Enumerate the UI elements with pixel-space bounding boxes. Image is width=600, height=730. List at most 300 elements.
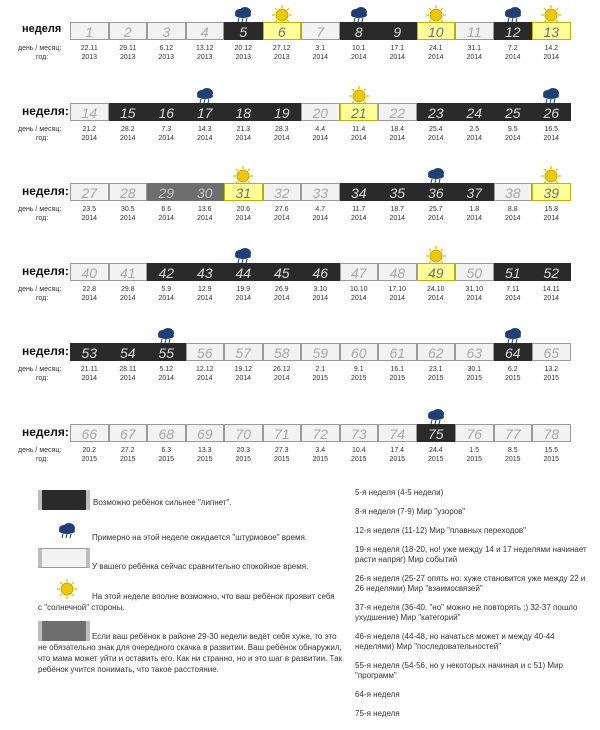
week-cell: 55: [147, 343, 186, 361]
week-date: [340, 205, 379, 223]
week-cell: 75: [417, 424, 456, 442]
week-dates: [70, 44, 571, 62]
week-cell: 38: [494, 183, 533, 201]
week-year: 2014: [543, 54, 560, 61]
note-item: 5-я неделя (4-5 недели): [355, 488, 444, 497]
week-cell: 12: [494, 22, 533, 40]
week-day: 28.11: [119, 366, 137, 373]
week-row: [0, 343, 600, 403]
week-year: 2014: [389, 135, 406, 142]
week-day: 12.9: [197, 286, 212, 293]
week-year: 2015: [389, 456, 406, 463]
week-year: 2014: [466, 135, 483, 142]
week-date: [340, 365, 379, 383]
week-day: 4.4: [315, 126, 326, 133]
week-date: [301, 285, 340, 303]
week-cell: 31: [224, 183, 263, 201]
week-date: [224, 365, 263, 383]
week-year: 2014: [504, 215, 521, 222]
week-cell: 39: [532, 183, 571, 201]
week-year: 2015: [504, 375, 521, 382]
week-cell: 71: [263, 424, 302, 442]
week-year: 2014: [312, 54, 329, 61]
note-item: 26-я неделя (25-27 опять но: хуже становится уже между 22 и 26 неделями) Мир "взаимосвязей": [355, 574, 586, 593]
week-day: 14.3: [197, 126, 212, 133]
week-date: [455, 446, 494, 464]
note-item: 37-я неделя (36-40. "но" можно не повторять :) 32-37 пошло ухудшение) Мир "категорий": [355, 603, 578, 622]
week-day: 11.4: [352, 126, 366, 133]
week-date: [378, 285, 417, 303]
week-cell: 40: [70, 263, 109, 281]
week-year: 2014: [350, 54, 367, 61]
note-item: 19-я неделя (18-20, но! уже между 14 и 17 неделями начинает расти напряг) Мир событий: [355, 545, 587, 564]
week-cell: 22: [378, 103, 417, 121]
week-date: [263, 285, 302, 303]
year-label: год:: [36, 215, 49, 222]
week-day: 6.6: [161, 206, 172, 213]
week-date: [263, 205, 302, 223]
week-day: 19.12: [234, 366, 253, 373]
week-cell: 26: [532, 103, 571, 121]
week-cell: 35: [378, 183, 417, 201]
week-cell: 13: [532, 22, 571, 40]
week-year: 2014: [350, 295, 367, 302]
week-day: 25.7: [428, 206, 443, 213]
week-day: 24.1: [428, 45, 443, 52]
week-day: 21.11: [80, 366, 98, 373]
week-date: [301, 446, 340, 464]
week-year: 2014: [466, 295, 483, 302]
week-day: 26.9: [274, 286, 289, 293]
week-cell: 45: [263, 263, 302, 281]
week-cell: 57: [224, 343, 263, 361]
note-item: 12-я неделя (11-12) Мир "плавных переходов": [355, 526, 526, 535]
week-date: [186, 285, 225, 303]
week-day: 10.4: [351, 447, 366, 454]
week-day: 18.4: [390, 126, 405, 133]
week-day: 2.1: [315, 366, 326, 373]
week-year: 2014: [81, 295, 98, 302]
week-date: [263, 446, 302, 464]
week-year: 2014: [235, 375, 252, 382]
week-date: [532, 446, 571, 464]
week-day: 9.5: [507, 126, 518, 133]
week-date: [417, 44, 456, 62]
week-year: 2013: [196, 54, 213, 61]
week-cell: 6: [263, 22, 302, 40]
week-day: 25.4: [428, 126, 443, 133]
week-date: [109, 44, 148, 62]
week-date: [378, 125, 417, 143]
week-day: 3.1: [315, 45, 326, 52]
week-cell: 9: [378, 22, 417, 40]
week-row-label: неделя:: [22, 425, 69, 439]
week-year: 2014: [389, 215, 406, 222]
week-cells: [70, 22, 571, 40]
week-day: 3.4: [315, 447, 326, 454]
week-date: [378, 446, 417, 464]
week-cell: 74: [378, 424, 417, 442]
week-year: 2014: [235, 295, 252, 302]
week-cell: 46: [301, 263, 340, 281]
week-date: [378, 205, 417, 223]
week-dates: [70, 365, 571, 383]
week-day: 1.5: [469, 447, 480, 454]
week-date: [532, 365, 571, 383]
week-day: 6.12: [159, 45, 174, 52]
week-cell: 24: [455, 103, 494, 121]
week-date: [455, 44, 494, 62]
week-day: 13.12: [195, 45, 214, 52]
week-date: [340, 125, 379, 143]
week-cell: 11: [455, 22, 494, 40]
week-day: 20.12: [234, 45, 253, 52]
week-day: 9.1: [353, 366, 364, 373]
week-cell: 7: [301, 22, 340, 40]
week-row-label: неделя: [22, 23, 62, 35]
week-day: 7.3: [161, 126, 172, 133]
week-day: 27.12: [272, 45, 291, 52]
week-date: [109, 285, 148, 303]
week-cell: 20: [301, 103, 340, 121]
week-row: [0, 103, 600, 163]
week-date: [186, 446, 225, 464]
week-day: 15.5: [544, 447, 559, 454]
week-dates: [70, 446, 571, 464]
week-cell: 19: [263, 103, 302, 121]
week-cell: 42: [147, 263, 186, 281]
week-date: [109, 205, 148, 223]
week-date: [417, 205, 456, 223]
week-year: 2014: [504, 135, 521, 142]
week-cell: 50: [455, 263, 494, 281]
week-year: 2015: [466, 456, 483, 463]
week-row: [0, 183, 600, 243]
week-row-label: неделя:: [22, 184, 69, 198]
week-day: 22.11: [80, 45, 98, 52]
week-date: [494, 44, 533, 62]
week-day: 6.2: [507, 366, 518, 373]
week-date: [147, 446, 186, 464]
week-date: [70, 44, 109, 62]
week-cells: [70, 183, 571, 201]
week-cell: 54: [109, 343, 148, 361]
week-cell: 69: [186, 424, 225, 442]
week-cell: 14: [70, 103, 109, 121]
week-year: 2014: [466, 215, 483, 222]
week-date: [455, 285, 494, 303]
week-date: [70, 365, 109, 383]
week-day: 12.12: [195, 366, 214, 373]
week-date: [263, 125, 302, 143]
week-day: 20.3: [236, 447, 251, 454]
week-day: 23.5: [82, 206, 97, 213]
note-item: 64-я неделя: [355, 690, 400, 699]
week-cell: 21: [340, 103, 379, 121]
week-year: 2014: [119, 375, 136, 382]
week-row: [0, 263, 600, 323]
week-year: 2013: [119, 54, 136, 61]
week-day: 23.1: [428, 366, 443, 373]
week-year: 2014: [273, 375, 290, 382]
week-year: 2015: [427, 456, 444, 463]
week-year: 2015: [543, 375, 560, 382]
week-day: 31.1: [467, 45, 482, 52]
week-date: [340, 44, 379, 62]
week-day: 27.3: [274, 447, 289, 454]
legend-text-gray: Если ваш ребёнок в районе 29-30 недели ведёт себя хуже, то это не обязательно знак для очередного скачка в развитии. Ваш ребёнок обнаружил, что мама может уйти и оставить его. Как ни странно, но и это шаг в развитии. Так ребёнок учится понимать, что такое расстояние.: [38, 632, 343, 674]
week-year: 2015: [196, 456, 213, 463]
week-year: 2014: [158, 375, 175, 382]
day-month-label: день / месяц:: [18, 286, 62, 293]
week-day: 24.10: [426, 286, 445, 293]
week-date: [378, 44, 417, 62]
week-date: [186, 125, 225, 143]
week-cell: 15: [109, 103, 148, 121]
week-cell: 62: [417, 343, 456, 361]
week-cell: 36: [417, 183, 456, 201]
week-day: 27.6: [274, 206, 289, 213]
week-day: 11.7: [352, 206, 366, 213]
week-date: [224, 285, 263, 303]
week-day: 29.8: [120, 286, 135, 293]
week-year: 2014: [273, 215, 290, 222]
week-day: 28.2: [120, 126, 135, 133]
week-day: 27.2: [120, 447, 135, 454]
week-date: [417, 285, 456, 303]
year-label: год:: [36, 456, 49, 463]
week-day: 18.7: [390, 206, 405, 213]
week-year: 2014: [543, 215, 560, 222]
legend-text-dark: Возможно ребёнок сильнее "липнет".: [93, 498, 232, 507]
week-date: [301, 205, 340, 223]
legend-text-sun: На этой неделе вполне возможно, что ваш ребёнок проявит себя с "солнечной" стороны.: [38, 592, 335, 612]
week-cell: 2: [109, 22, 148, 40]
week-date: [147, 205, 186, 223]
week-day: 16.5: [544, 126, 559, 133]
week-cell: 3: [147, 22, 186, 40]
week-day: 5.9: [161, 286, 172, 293]
week-year: 2015: [543, 456, 560, 463]
development-notes: [355, 488, 590, 728]
week-row-label: неделя:: [22, 104, 69, 118]
week-day: 6.3: [161, 447, 172, 454]
week-date: [532, 125, 571, 143]
week-cell: 70: [224, 424, 263, 442]
week-day: 8.8: [507, 206, 518, 213]
week-year: 2014: [543, 295, 560, 302]
week-row: [0, 424, 600, 484]
week-day: 15.8: [544, 206, 559, 213]
week-cells: [70, 343, 571, 361]
week-day: 31.10: [465, 286, 484, 293]
week-row-label: неделя:: [22, 344, 69, 358]
week-day: 20.6: [236, 206, 251, 213]
week-year: 2015: [312, 375, 329, 382]
week-cell: 37: [455, 183, 494, 201]
week-cell: 60: [340, 343, 379, 361]
week-cell: 67: [109, 424, 148, 442]
week-date: [455, 125, 494, 143]
week-day: 22.8: [82, 286, 97, 293]
week-cell: 43: [186, 263, 225, 281]
week-row: [0, 22, 600, 82]
week-date: [532, 205, 571, 223]
week-year: 2013: [158, 54, 175, 61]
week-year: 2015: [389, 375, 406, 382]
week-date: [147, 365, 186, 383]
week-cell: 33: [301, 183, 340, 201]
week-day: 19.9: [236, 286, 251, 293]
week-date: [109, 365, 148, 383]
week-cell: 51: [494, 263, 533, 281]
week-day: 17.1: [390, 45, 405, 52]
week-date: [340, 446, 379, 464]
week-day: 13.6: [197, 206, 212, 213]
week-year: 2014: [235, 135, 252, 142]
week-day: 30.1: [467, 366, 482, 373]
week-day: 26.12: [272, 366, 291, 373]
week-year: 2014: [81, 215, 98, 222]
week-date: [147, 44, 186, 62]
week-year: 2014: [196, 135, 213, 142]
week-date: [340, 285, 379, 303]
week-year: 2014: [427, 215, 444, 222]
week-cell: 68: [147, 424, 186, 442]
week-cell: 16: [147, 103, 186, 121]
week-date: [301, 44, 340, 62]
week-day: 29.11: [119, 45, 137, 52]
week-date: [186, 44, 225, 62]
note-item: 46-я неделя (44-48, но начаться может и между 40-44 неделями) Мир "последовательностей": [355, 632, 555, 651]
week-day: 10.10: [349, 286, 368, 293]
year-label: год:: [36, 295, 49, 302]
week-date: [532, 285, 571, 303]
storm-icon: [56, 520, 78, 542]
week-date: [224, 125, 263, 143]
week-cell: 72: [301, 424, 340, 442]
week-day: 5.12: [159, 366, 174, 373]
week-cell: 30: [186, 183, 225, 201]
day-month-label: день / месяц:: [18, 206, 62, 213]
week-day: 14.2: [544, 45, 559, 52]
week-year: 2014: [119, 135, 136, 142]
week-date: [263, 44, 302, 62]
week-cells: [70, 263, 571, 281]
week-year: 2015: [119, 456, 136, 463]
week-cell: 76: [455, 424, 494, 442]
week-date: [301, 365, 340, 383]
week-cell: 4: [186, 22, 225, 40]
week-cell: 49: [417, 263, 456, 281]
week-year: 2014: [312, 215, 329, 222]
week-date: [224, 446, 263, 464]
week-day: 3.10: [313, 286, 328, 293]
legend-text-storm: Примерно на этой неделе ожидается "штурмовое" время.: [92, 533, 308, 542]
week-cell: 48: [378, 263, 417, 281]
week-date: [186, 205, 225, 223]
week-date: [224, 205, 263, 223]
week-year: 2014: [504, 295, 521, 302]
week-day: 10.1: [351, 45, 366, 52]
week-cells: [70, 424, 571, 442]
week-day: 28.3: [274, 126, 289, 133]
week-year: 2014: [273, 135, 290, 142]
week-date: [378, 365, 417, 383]
week-day: 1.8: [469, 206, 480, 213]
week-date: [109, 125, 148, 143]
week-year: 2015: [466, 375, 483, 382]
week-cell: 56: [186, 343, 225, 361]
week-cell: 73: [340, 424, 379, 442]
week-cell: 44: [224, 263, 263, 281]
week-year: 2014: [196, 295, 213, 302]
week-cell: 23: [417, 103, 456, 121]
week-year: 2014: [427, 295, 444, 302]
week-year: 2014: [81, 135, 98, 142]
legend-swatch-light: [38, 548, 90, 568]
week-cell: 17: [186, 103, 225, 121]
week-date: [224, 44, 263, 62]
week-date: [186, 365, 225, 383]
day-month-label: день / месяц:: [18, 366, 62, 373]
week-date: [455, 365, 494, 383]
week-cell: 59: [301, 343, 340, 361]
day-month-label: день / месяц:: [18, 447, 62, 454]
week-day: 8.5: [507, 447, 518, 454]
week-day: 2.5: [469, 126, 480, 133]
week-year: 2014: [350, 215, 367, 222]
week-day: 30.5: [120, 206, 135, 213]
week-cell: 64: [494, 343, 533, 361]
week-day: 13.2: [544, 366, 559, 373]
week-year: 2014: [543, 135, 560, 142]
week-date: [147, 125, 186, 143]
week-year: 2014: [389, 54, 406, 61]
week-year: 2015: [350, 375, 367, 382]
week-date: [109, 446, 148, 464]
week-date: [494, 205, 533, 223]
note-item: 75-я неделя: [355, 709, 400, 718]
week-cell: 58: [263, 343, 302, 361]
week-cell: 61: [378, 343, 417, 361]
week-year: 2014: [119, 295, 136, 302]
week-year: 2015: [273, 456, 290, 463]
week-day: 7.11: [506, 286, 520, 293]
week-day: 21.2: [82, 126, 97, 133]
week-cell: 1: [70, 22, 109, 40]
week-date: [70, 446, 109, 464]
week-year: 2014: [158, 215, 175, 222]
week-date: [494, 125, 533, 143]
week-year: 2014: [273, 295, 290, 302]
note-item: 55-я неделя (54-56, но у некоторых начиная и с 51) Мир "программ": [355, 661, 563, 680]
week-cell: 8: [340, 22, 379, 40]
week-cell: 63: [455, 343, 494, 361]
week-date: [494, 446, 533, 464]
week-year: 2013: [235, 54, 252, 61]
week-year: 2014: [196, 215, 213, 222]
week-day: 17.4: [390, 447, 405, 454]
legend-text-light: У вашего ребёнка сейчас сравнительно спокойное время.: [92, 562, 309, 571]
week-cell: 77: [494, 424, 533, 442]
week-date: [70, 125, 109, 143]
week-year: 2014: [350, 135, 367, 142]
day-month-label: день / месяц:: [18, 45, 62, 52]
week-date: [455, 205, 494, 223]
week-date: [417, 365, 456, 383]
year-label: год:: [36, 375, 49, 382]
